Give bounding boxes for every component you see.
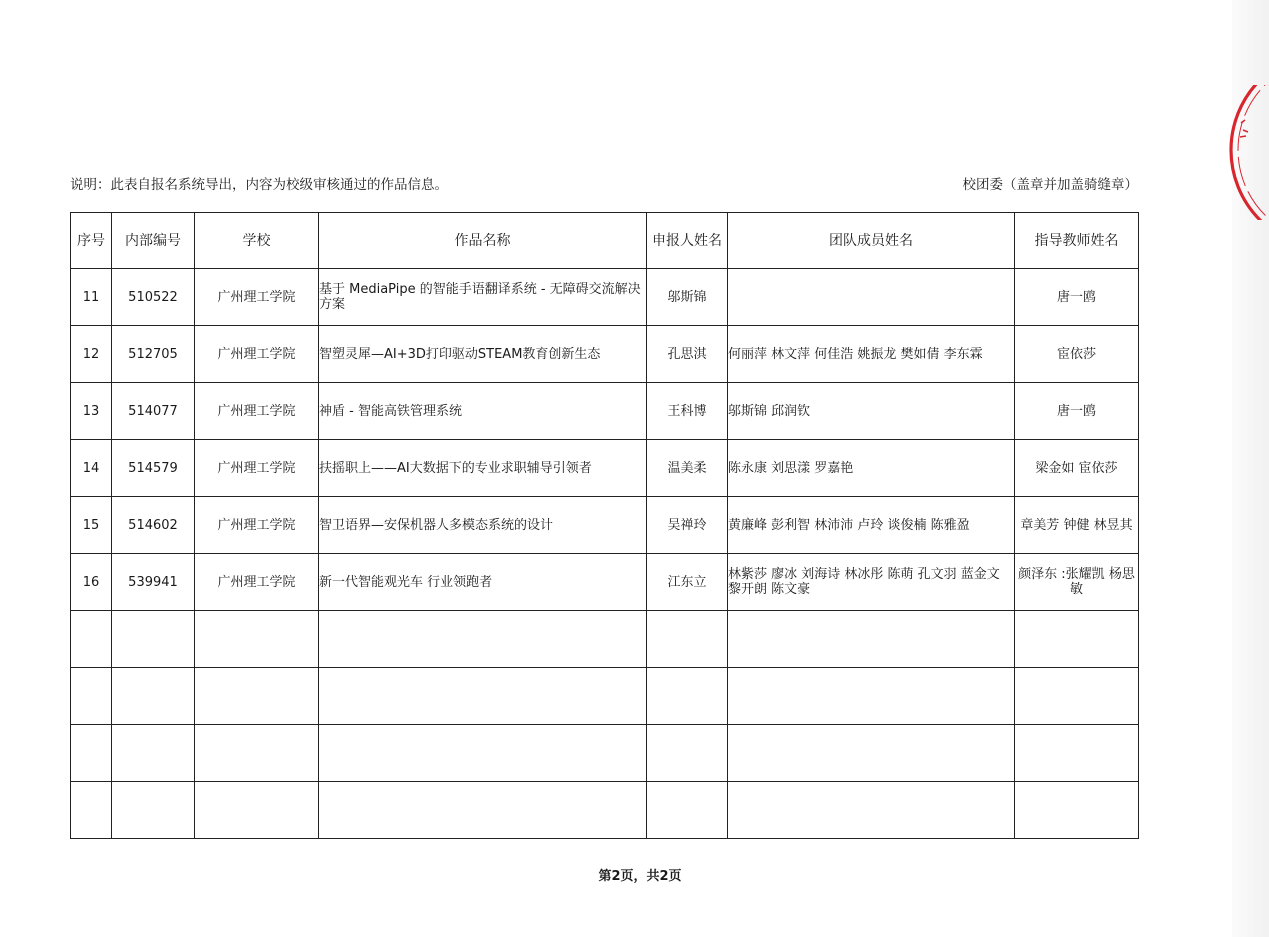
cell-team: 林紫莎 廖冰 刘海诗 林冰彤 陈萌 孔文羽 蓝金文 黎开朗 陈文豪 bbox=[728, 554, 1015, 611]
table-row bbox=[71, 269, 1139, 326]
cell-advisor: 梁金如 宦依莎 bbox=[1015, 440, 1139, 497]
empty-cell bbox=[1015, 782, 1139, 839]
table-row bbox=[71, 554, 1139, 611]
page-number: 第2页，共2页 bbox=[598, 869, 682, 884]
table-header-row bbox=[71, 213, 1139, 269]
empty-cell bbox=[71, 611, 112, 668]
cell-advisor: 唐一鸥 bbox=[1015, 383, 1139, 440]
cell-title: 新一代智能观光车 行业领跑者 bbox=[319, 554, 647, 611]
empty-cell bbox=[1015, 668, 1139, 725]
cell-advisor: 颜泽东 :张耀凯 杨思敏 bbox=[1015, 554, 1139, 611]
cell-school: 广州理工学院 bbox=[195, 497, 319, 554]
cell-no: 12 bbox=[71, 326, 112, 383]
cell-code: 512705 bbox=[112, 326, 195, 383]
cell-team: 黄廉峰 彭利智 林沛沛 卢玲 谈俊楠 陈雅盈 bbox=[728, 497, 1015, 554]
empty-table-row bbox=[71, 725, 1139, 782]
cell-title: 扶摇职上——AI大数据下的专业求职辅导引领者 bbox=[319, 440, 647, 497]
column-header-code: 内部编号 bbox=[112, 213, 195, 269]
empty-cell bbox=[647, 611, 728, 668]
table-row bbox=[71, 383, 1139, 440]
works-table bbox=[70, 212, 1139, 839]
empty-cell bbox=[112, 611, 195, 668]
cell-no: 13 bbox=[71, 383, 112, 440]
cell-applicant: 孔思淇 bbox=[647, 326, 728, 383]
red-seal-stamp bbox=[1222, 85, 1269, 220]
empty-table-row bbox=[71, 611, 1139, 668]
empty-cell bbox=[71, 668, 112, 725]
cell-no: 14 bbox=[71, 440, 112, 497]
empty-cell bbox=[112, 668, 195, 725]
cell-school: 广州理工学院 bbox=[195, 440, 319, 497]
empty-cell bbox=[112, 725, 195, 782]
column-header-applicant: 申报人姓名 bbox=[647, 213, 728, 269]
cell-applicant: 王科博 bbox=[647, 383, 728, 440]
cell-title: 基于 MediaPipe 的智能手语翻译系统 - 无障碍交流解决方案 bbox=[319, 269, 647, 326]
cell-no: 15 bbox=[71, 497, 112, 554]
empty-cell bbox=[728, 782, 1015, 839]
cell-advisor: 章美芳 钟健 林昱其 bbox=[1015, 497, 1139, 554]
empty-cell bbox=[728, 611, 1015, 668]
cell-title: 神盾 - 智能高铁管理系统 bbox=[319, 383, 647, 440]
cell-team bbox=[728, 269, 1015, 326]
cell-code: 514579 bbox=[112, 440, 195, 497]
cell-team: 陈永康 刘思漾 罗嘉艳 bbox=[728, 440, 1015, 497]
empty-cell bbox=[728, 668, 1015, 725]
cell-school: 广州理工学院 bbox=[195, 554, 319, 611]
column-header-team: 团队成员姓名 bbox=[728, 213, 1015, 269]
cell-applicant: 吴禅玲 bbox=[647, 497, 728, 554]
empty-cell bbox=[319, 668, 647, 725]
empty-cell bbox=[319, 782, 647, 839]
stamp-note: 校团委（盖章并加盖骑缝章） bbox=[962, 177, 1138, 193]
cell-code: 514602 bbox=[112, 497, 195, 554]
empty-cell bbox=[647, 725, 728, 782]
cell-team: 何丽萍 林文萍 何佳浩 姚振龙 樊如倩 李东霖 bbox=[728, 326, 1015, 383]
cell-no: 16 bbox=[71, 554, 112, 611]
empty-table-row bbox=[71, 782, 1139, 839]
empty-cell bbox=[647, 782, 728, 839]
column-header-school: 学校 bbox=[195, 213, 319, 269]
empty-cell bbox=[1015, 611, 1139, 668]
cell-code: 514077 bbox=[112, 383, 195, 440]
cell-school: 广州理工学院 bbox=[195, 326, 319, 383]
cell-team: 邬斯锦 邱润钦 bbox=[728, 383, 1015, 440]
empty-cell bbox=[71, 725, 112, 782]
empty-cell bbox=[195, 668, 319, 725]
cell-advisor: 宦依莎 bbox=[1015, 326, 1139, 383]
empty-cell bbox=[112, 782, 195, 839]
cell-title: 智塑灵犀—AI+3D打印驱动STEAM教育创新生态 bbox=[319, 326, 647, 383]
empty-cell bbox=[195, 782, 319, 839]
empty-cell bbox=[319, 725, 647, 782]
column-header-title: 作品名称 bbox=[319, 213, 647, 269]
empty-cell bbox=[728, 725, 1015, 782]
table-row bbox=[71, 440, 1139, 497]
table-note: 说明：此表自报名系统导出，内容为校级审核通过的作品信息。 bbox=[70, 177, 448, 193]
cell-advisor: 唐一鸥 bbox=[1015, 269, 1139, 326]
table-row bbox=[71, 326, 1139, 383]
empty-cell bbox=[1015, 725, 1139, 782]
cell-school: 广州理工学院 bbox=[195, 269, 319, 326]
cell-applicant: 江东立 bbox=[647, 554, 728, 611]
empty-table-row bbox=[71, 668, 1139, 725]
cell-no: 11 bbox=[71, 269, 112, 326]
column-header-advisor: 指导教师姓名 bbox=[1015, 213, 1139, 269]
cell-applicant: 温美柔 bbox=[647, 440, 728, 497]
empty-cell bbox=[71, 782, 112, 839]
table-row bbox=[71, 497, 1139, 554]
cell-applicant: 邬斯锦 bbox=[647, 269, 728, 326]
empty-cell bbox=[195, 611, 319, 668]
cell-title: 智卫语界—安保机器人多模态系统的设计 bbox=[319, 497, 647, 554]
empty-cell bbox=[195, 725, 319, 782]
empty-cell bbox=[319, 611, 647, 668]
cell-code: 539941 bbox=[112, 554, 195, 611]
column-header-no: 序号 bbox=[71, 213, 112, 269]
cell-code: 510522 bbox=[112, 269, 195, 326]
cell-school: 广州理工学院 bbox=[195, 383, 319, 440]
empty-cell bbox=[647, 668, 728, 725]
